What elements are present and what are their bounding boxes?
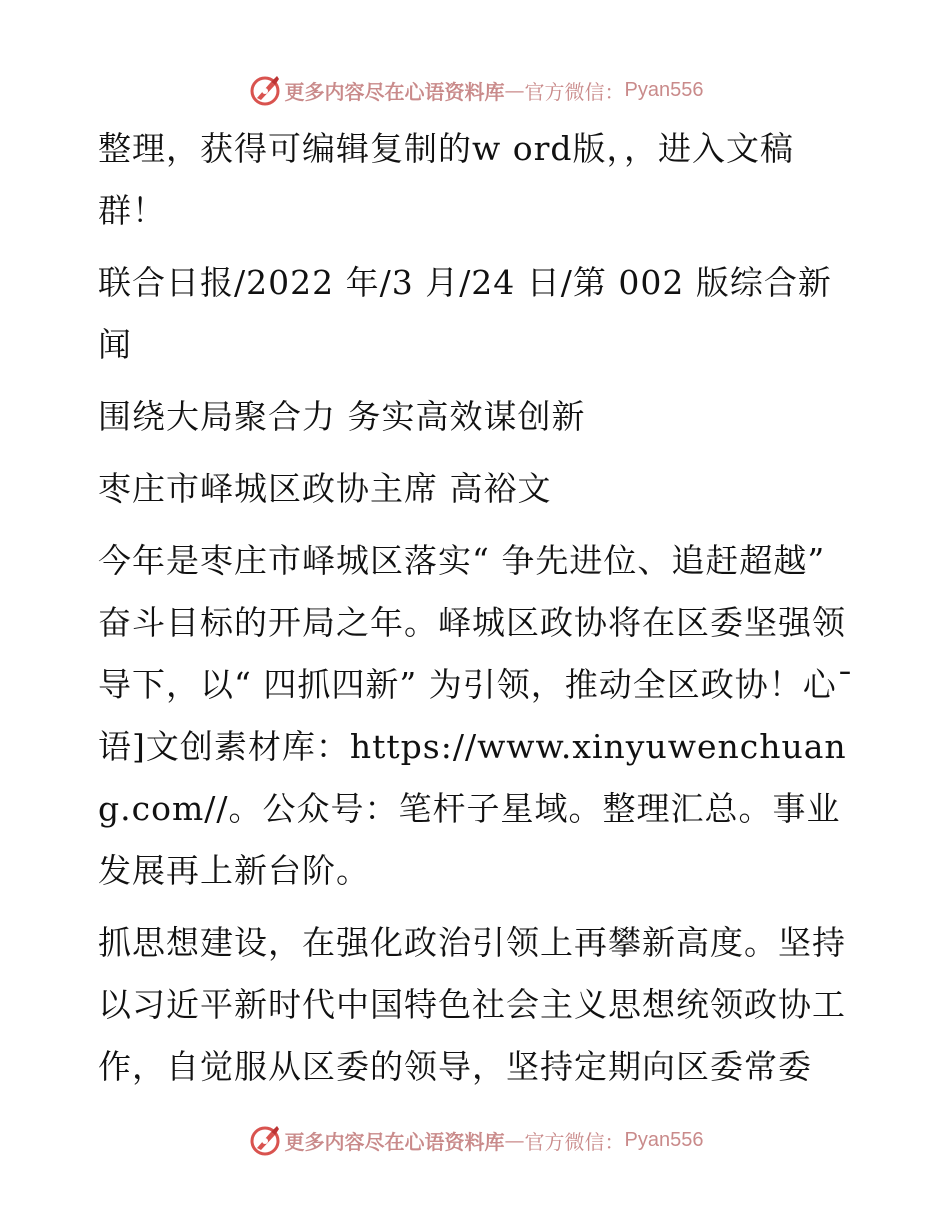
article-title: 围绕大局聚合力 务实高效谋创新	[98, 397, 586, 436]
banner-brand-text: 更多内容尽在心语资料库	[284, 1129, 505, 1154]
article-author: 枣庄市峄城区政协主席 高裕文	[98, 469, 552, 508]
paragraph-body-1: 今年是枣庄市峄城区落实“ 争先进位、追赶超越” 奋斗目标的开局之年。峄城区政协将在区委坚强领导下，以“ 四抓四新” 为引领，推动全区政协！心¯语]文创素材库：https://www.xinyuwenchuang.com//。公众号：笔杆子星域。整理汇总。事业发展再上新台阶。	[98, 541, 855, 890]
banner-wechat-id: Pyan556	[624, 1128, 704, 1151]
document-body	[98, 118, 858, 1098]
banner-official-label: 官方微信：	[524, 1129, 625, 1154]
pen-logo-icon	[247, 72, 283, 108]
banner-official-label: 官方微信：	[524, 79, 625, 104]
banner-dash: —	[504, 78, 525, 102]
banner-wechat-id: Pyan556	[624, 78, 704, 101]
banner-brand-text: 更多内容尽在心语资料库	[284, 79, 505, 104]
header-watermark-banner	[0, 70, 950, 110]
footer-watermark-banner	[0, 1120, 950, 1160]
paragraph-source: 联合日报/2022 年/3 月/24 日/第 002 版综合新闻	[98, 263, 832, 364]
pen-logo-icon	[247, 1122, 283, 1158]
banner-dash: —	[504, 1128, 525, 1152]
paragraph-body-2: 抓思想建设，在强化政治引领上再攀新高度。坚持以习近平新时代中国特色社会主义思想统领政协工作，自觉服从区委的领导，坚持定期向区委常委	[98, 923, 846, 1086]
paragraph-intro: 整理，获得可编辑复制的w ord版，，进入文稿群！	[98, 129, 795, 230]
